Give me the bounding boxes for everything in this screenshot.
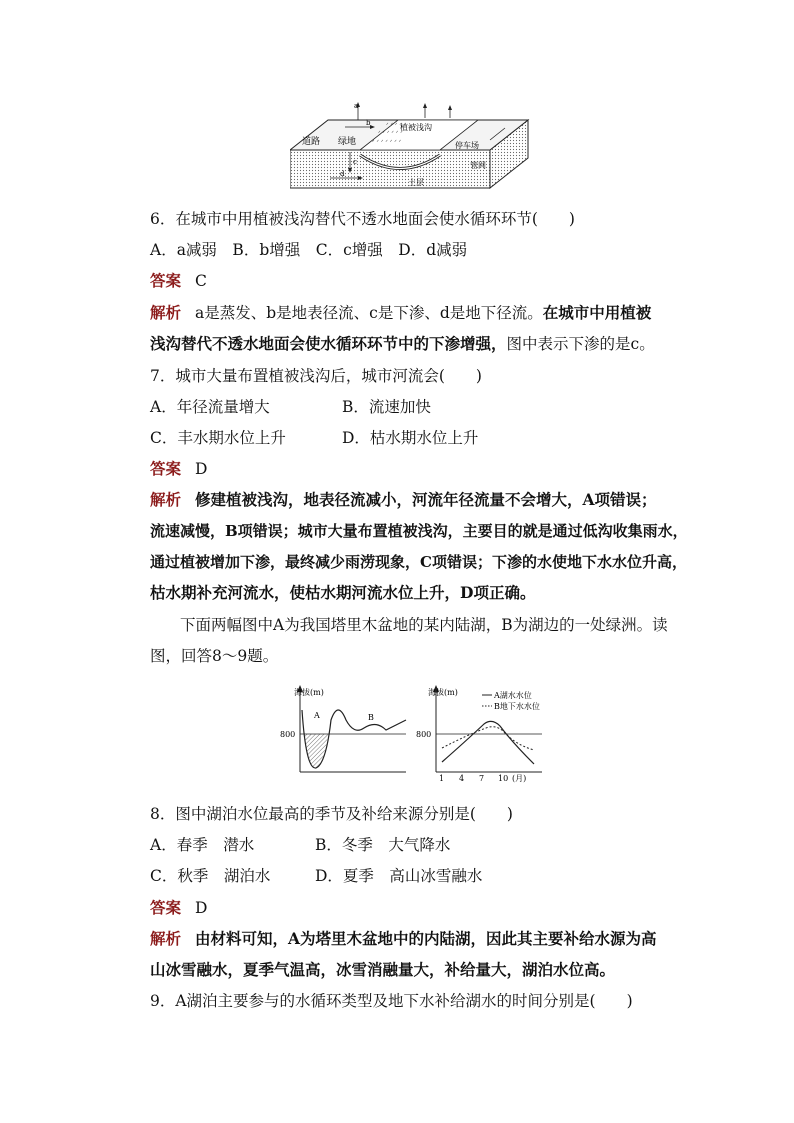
label-soil: 土层: [408, 178, 424, 187]
q7-options-row1: [150, 397, 431, 417]
x-tick-7: 7: [479, 774, 485, 783]
q7-analysis-line1: [150, 490, 657, 510]
svg-text:ᐟ ᐟ ᐟ ᐟ ᐟ ᐟ: ᐟ ᐟ ᐟ ᐟ ᐟ ᐟ: [378, 130, 403, 137]
x-unit: (月): [512, 774, 527, 783]
answer-label: 答案: [150, 271, 182, 290]
intro-line1: 下面两幅图中A为我国塔里木盆地的某内陆湖，B为湖边的一处绿洲。读: [180, 616, 668, 634]
q8-option-d: D．夏季 高山冰雪融水: [315, 867, 483, 885]
x-tick-10: 10: [498, 774, 509, 783]
lake-profile-diagram: [276, 680, 411, 780]
legend-b: B地下水水位: [494, 702, 540, 711]
ylabel: 海拔(m): [294, 688, 324, 697]
answer-label: 答案: [150, 459, 182, 478]
q8-option-c: C．秋季 湖泊水: [150, 867, 271, 885]
q8-options-row1: [150, 835, 450, 855]
q8-answer: [150, 898, 207, 918]
q8-option-b: B．冬季 大气降水: [315, 836, 451, 854]
svg-text:ᐟ ᐟ ᐟ ᐟ ᐟ ᐟ ᐟ: ᐟ ᐟ ᐟ ᐟ ᐟ ᐟ ᐟ: [372, 139, 402, 146]
svg-text:ᐟ ᐟ ᐟ ᐟ ᐟ: ᐟ ᐟ ᐟ ᐟ ᐟ: [386, 122, 407, 129]
q7-analysis-line4: 枯水期补充河流水，使枯水期河流水位上升，D项正确。: [150, 583, 536, 602]
label-ditch: 植被浅沟: [400, 123, 432, 132]
answer-value: D: [195, 460, 208, 478]
x-tick-4: 4: [459, 774, 465, 783]
q6-options: A．a减弱 B．b增强 C．c增强 D．d减弱: [150, 241, 468, 259]
q8-analysis-line1: [150, 929, 657, 949]
answer-value: C: [195, 272, 207, 290]
q7-option-a: A．年径流量增大: [150, 398, 270, 416]
label-road: 道路: [302, 137, 321, 147]
label-b: b: [366, 119, 371, 127]
label-parking: 停车场: [455, 141, 479, 150]
label-c: c: [353, 158, 357, 166]
q7-option-d: D．枯水期水位上升: [342, 429, 479, 447]
label-pipe: 管网: [470, 161, 486, 170]
legend-a: A湖水水位: [494, 691, 532, 700]
analysis-text: 修建植被浅沟，地表径流减小，河流年径流量不会增大，A项错误；: [195, 490, 657, 509]
analysis-text-bold: 在城市中用植被: [542, 303, 652, 322]
q8-stem: 8．图中湖泊水位最高的季节及补给来源分别是( ): [150, 805, 513, 823]
analysis-label: 解析: [150, 929, 182, 948]
q7-options-row2: [150, 428, 478, 448]
label-b: B: [368, 713, 374, 722]
urban-water-cycle-diagram: [290, 100, 530, 192]
x-tick-1: 1: [439, 774, 445, 783]
tick-800: 800: [280, 730, 296, 739]
analysis-label: 解析: [150, 490, 182, 509]
q8-option-a: A．春季 潜水: [150, 836, 255, 854]
q7-analysis-line3: 通过植被增加下渗，最终减少雨涝现象，C项错误；下渗的水使地下水水位升高，: [150, 553, 687, 571]
q7-option-b: B．流速加快: [342, 398, 431, 416]
q7-analysis-line2: 流速减慢，B项错误；城市大量布置植被浅沟，主要目的就是通过低沟收集雨水，: [150, 522, 688, 540]
q7-answer: [150, 459, 207, 479]
q6-answer: [150, 271, 207, 291]
ylabel: 海拔(m): [428, 688, 458, 697]
tick-800: 800: [416, 730, 432, 739]
analysis-text: 由材料可知，A为塔里木盆地中的内陆湖，因此其主要补给水源为高: [195, 929, 657, 948]
water-level-chart: [412, 680, 572, 784]
intro-line2: 图，回答8～9题。: [150, 647, 279, 665]
q6-analysis-line2: [150, 334, 655, 354]
analysis-text: 图中表示下渗的是c。: [506, 335, 655, 353]
q8-options-row2: [150, 866, 482, 886]
q6-stem: 6．在城市中用植被浅沟替代不透水地面会使水循环环节( ): [150, 210, 575, 228]
answer-label: 答案: [150, 898, 182, 917]
q7-option-c: C．丰水期水位上升: [150, 429, 286, 447]
label-green: 绿地: [338, 137, 357, 147]
label-d: d: [340, 170, 345, 178]
analysis-text: a是蒸发、b是地表径流、c是下渗、d是地下径流。: [195, 304, 543, 322]
label-a: a: [354, 102, 359, 110]
q7-stem: 7．城市大量布置植被浅沟后，城市河流会( ): [150, 367, 482, 385]
analysis-text-bold: 浅沟替代不透水地面会使水循环环节中的下渗增强，: [150, 334, 507, 353]
q6-analysis-line1: [150, 303, 651, 323]
q9-stem: 9．A湖泊主要参与的水循环类型及地下水补给湖水的时间分别是( ): [150, 992, 633, 1010]
q8-analysis-line2: 山冰雪融水，夏季气温高，冰雪消融量大，补给量大，湖泊水位高。: [150, 960, 616, 979]
analysis-label: 解析: [150, 303, 182, 322]
label-a: A: [314, 711, 320, 720]
answer-value: D: [195, 899, 208, 917]
